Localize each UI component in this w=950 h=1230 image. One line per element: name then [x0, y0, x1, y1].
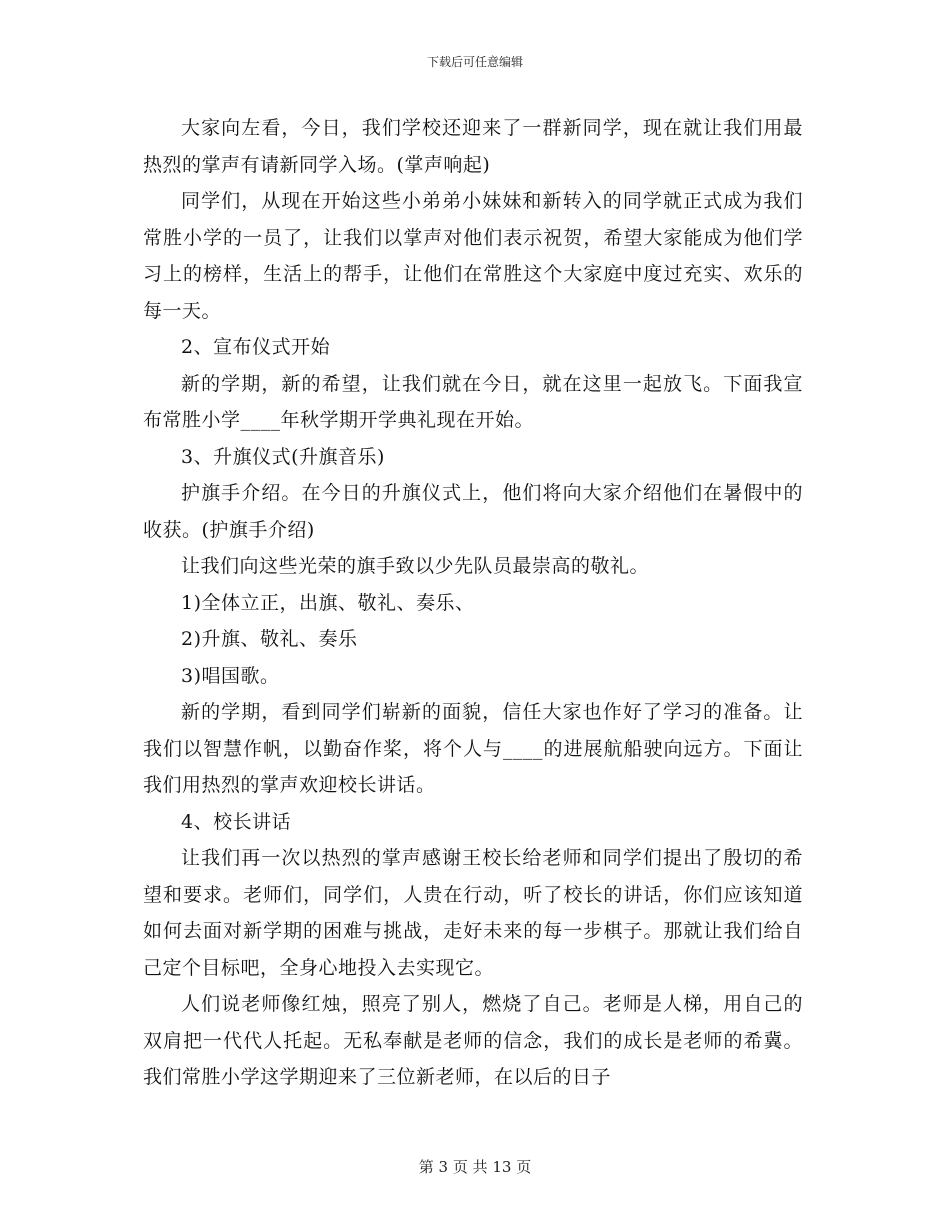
page-number-footer: 第 3 页 共 13 页	[418, 1158, 532, 1176]
paragraph: 新的学期，看到同学们崭新的面貌，信任大家也作好了学习的准备。让我们以智慧作帆，以勤奋作桨，将个人与____的进展航船驶向远方。下面让我们用热烈的掌声欢迎校长讲话。	[143, 701, 803, 796]
page-header-note: 下载后可任意编辑	[426, 55, 523, 69]
paragraph: 同学们，从现在开始这些小弟弟小妹妹和新转入的同学就正式成为我们常胜小学的一员了，让我们以掌声对他们表示祝贺，希望大家能成为他们学习上的榜样，生活上的帮手，让他们在常胜这个大家庭中度过充实、欢乐的每一天。	[143, 190, 803, 322]
paragraph: 护旗手介绍。在今日的升旗仪式上，他们将向大家介绍他们在暑假中的收获。(护旗手介绍)	[143, 482, 803, 541]
paragraph: 让我们向这些光荣的旗手致以少先队员最崇高的敬礼。	[181, 555, 650, 577]
list-item: 3)唱国歌。	[181, 664, 280, 687]
document-body	[143, 110, 803, 1096]
paragraph: 让我们再一次以热烈的掌声感谢王校长给老师和同学们提出了殷切的希望和要求。老师们，同学们，人贵在行动，听了校长的讲话，你们应该知道如何去面对新学期的困难与挑战，走好未来的每一步棋子。那就让我们给自己定个目标吧，全身心地投入去实现它。	[143, 847, 803, 979]
section-heading: 2、宣布仪式开始	[181, 336, 331, 358]
section-heading: 4、校长讲话	[181, 810, 292, 833]
paragraph: 新的学期，新的希望，让我们就在今日，就在这里一起放飞。下面我宣布常胜小学____年秋学期开学典礼现在开始。	[143, 372, 803, 431]
list-item: 1)全体立正，出旗、敬礼、奏乐、	[181, 591, 475, 614]
paragraph: 人们说老师像红烛，照亮了别人，燃烧了自己。老师是人梯，用自己的双肩把一代代人托起。无私奉献是老师的信念，我们的成长是老师的希冀。我们常胜小学这学期迎来了三位新老师，在以后的日子	[143, 993, 803, 1088]
paragraph: 大家向左看，今日，我们学校还迎来了一群新同学，现在就让我们用最热烈的掌声有请新同学入场。(掌声响起)	[143, 117, 803, 176]
list-item: 2)升旗、敬礼、奏乐	[181, 628, 358, 650]
section-heading: 3、升旗仪式(升旗音乐)	[181, 445, 385, 468]
